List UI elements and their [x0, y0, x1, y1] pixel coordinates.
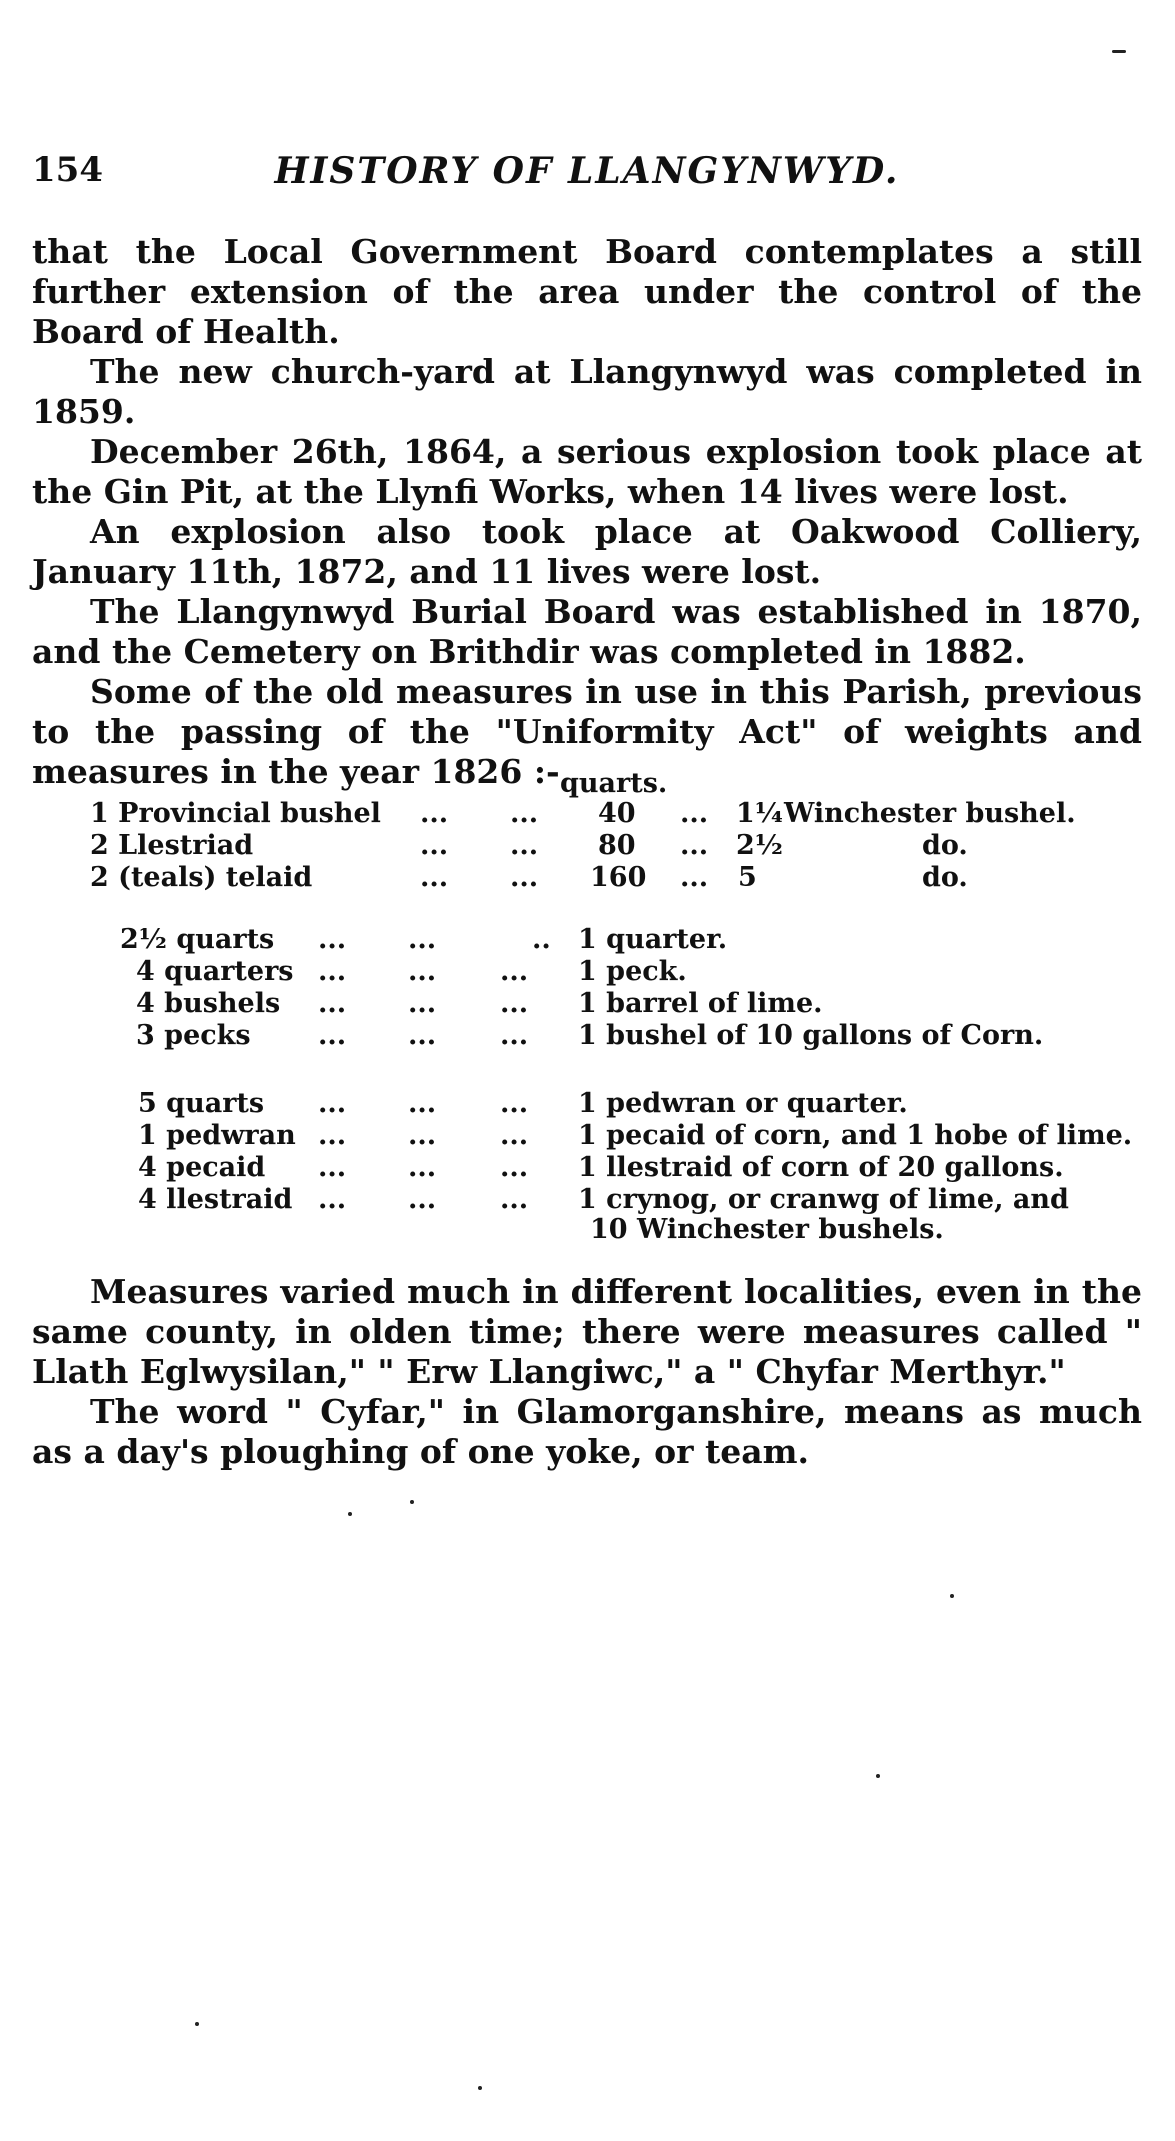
scan-speck — [950, 1594, 954, 1598]
body-text — [32, 232, 1142, 792]
table-row — [32, 924, 1142, 956]
paragraph-continuation: that the Local Government Board contemplates a still further extension of the area under the control of the Board of Health. — [32, 232, 1142, 351]
table-row — [32, 1088, 1142, 1120]
measure-equivalent: do. — [922, 862, 968, 893]
table-row — [32, 798, 1142, 830]
dots: ... — [318, 988, 347, 1019]
measure-equivalent: 1 barrel of lime. — [578, 988, 823, 1019]
table-row — [32, 830, 1142, 862]
dots: ... — [408, 988, 437, 1019]
measure-item: 2 Llestriad — [90, 830, 254, 861]
measure-item: 4 quarters — [136, 956, 294, 987]
dots: ... — [680, 862, 709, 893]
measure-item: 2½ quarts — [120, 924, 275, 955]
measure-equivalent: do. — [922, 830, 968, 861]
page-header — [32, 150, 1142, 200]
dots: ... — [680, 798, 709, 829]
measure-equivalent: Winchester bushel. — [784, 798, 1076, 829]
measure-item: 4 llestraid — [138, 1184, 293, 1215]
table-row — [32, 1152, 1142, 1184]
measure-item: 1 pedwran — [138, 1120, 296, 1151]
dots: ... — [318, 956, 347, 987]
measure-equivalent: 1 crynog, or cranwg of lime, and — [578, 1184, 1069, 1215]
measure-equivalent: 1 pecaid of corn, and 1 hobe of lime. — [578, 1120, 1133, 1151]
dots: ... — [500, 1120, 529, 1151]
ratio-value: 2½ — [736, 830, 783, 861]
dots: ... — [500, 988, 529, 1019]
quarts-value: 160 — [590, 862, 647, 893]
table-row — [32, 956, 1142, 988]
measure-equivalent: 1 quarter. — [578, 924, 728, 955]
dots: ... — [500, 1184, 529, 1215]
paragraph-measures-varied: Measures varied much in different localities, even in the same county, in olden time; there were measures called " Llath Eglwysilan," " Erw Llangiwc," a " Chyfar Merthyr." — [32, 1272, 1142, 1391]
running-title: HISTORY OF LLANGYNWYD. — [274, 150, 900, 192]
dots: ... — [510, 830, 539, 861]
dots: ... — [318, 1120, 347, 1151]
measure-equivalent: 1 llestraid of corn of 20 gallons. — [578, 1152, 1064, 1183]
dots: ... — [318, 924, 347, 955]
measure-item: 5 quarts — [138, 1088, 265, 1119]
measure-item: 4 bushels — [136, 988, 281, 1019]
measure-equivalent: 1 peck. — [578, 956, 687, 987]
scan-speck — [410, 1500, 414, 1504]
table-row — [32, 1184, 1142, 1216]
table-row — [32, 988, 1142, 1020]
dots: ... — [500, 1152, 529, 1183]
quarts-header-row — [32, 768, 1142, 800]
dots: ... — [420, 830, 449, 861]
measure-equivalent: 1 pedwran or quarter. — [578, 1088, 908, 1119]
paragraph-oakwood: An explosion also took place at Oakwood Colliery, January 11th, 1872, and 11 lives were lost. — [32, 512, 1142, 591]
dots: ... — [680, 830, 709, 861]
ratio-value: 5 — [738, 862, 757, 893]
dots: ... — [408, 1152, 437, 1183]
measure-item: 3 pecks — [136, 1020, 251, 1051]
dots: ... — [510, 798, 539, 829]
paragraph-cyfar: The word " Cyfar," in Glamorganshire, means as much as a day's ploughing of one yoke, or team. — [32, 1392, 1142, 1471]
dots: ... — [408, 924, 437, 955]
table-row — [32, 1020, 1142, 1052]
quarts-value: 80 — [598, 830, 636, 861]
dots: .. — [532, 924, 551, 955]
dots: ... — [500, 956, 529, 987]
dots: ... — [420, 798, 449, 829]
scan-speck — [478, 2086, 482, 2090]
dots: ... — [500, 1020, 529, 1051]
measure-item: 4 pecaid — [138, 1152, 266, 1183]
closing-text — [32, 1272, 1142, 1472]
table-row-continuation — [32, 1214, 1142, 1246]
measure-item: 2 (teals) telaid — [90, 862, 313, 893]
dots: ... — [408, 1088, 437, 1119]
dots: ... — [318, 1088, 347, 1119]
page-number: 154 — [32, 150, 103, 190]
dots: ... — [318, 1020, 347, 1051]
measure-equivalent-continued: 10 Winchester bushels. — [590, 1214, 944, 1245]
dots: ... — [500, 1088, 529, 1119]
measure-item: 1 Provincial bushel — [90, 798, 381, 829]
paragraph-churchyard: The new church-yard at Llangynwyd was completed in 1859. — [32, 352, 1142, 431]
table-row — [32, 1120, 1142, 1152]
ratio-value: 1¼ — [736, 798, 783, 829]
paragraph-gin-pit: December 26th, 1864, a serious explosion took place at the Gin Pit, at the Llynfi Works, when 14 lives were lost. — [32, 432, 1142, 511]
scan-speck — [195, 2022, 199, 2026]
dots: ... — [408, 1120, 437, 1151]
dots: ... — [408, 1184, 437, 1215]
scan-speck — [876, 1774, 880, 1778]
quarts-value: 40 — [598, 798, 636, 829]
dots: ... — [408, 1020, 437, 1051]
dots: ... — [408, 956, 437, 987]
paragraph-old-measures: Some of the old measures in use in this Parish, previous to the passing of the "Uniformity Act" of weights and measures in the year 1826 :- — [32, 672, 1142, 791]
dots: ... — [420, 862, 449, 893]
dots: ... — [510, 862, 539, 893]
dots: ... — [318, 1152, 347, 1183]
quarts-header: quarts. — [560, 768, 668, 799]
scan-speck — [1112, 50, 1126, 53]
dots: ... — [318, 1184, 347, 1215]
scan-speck — [348, 1512, 352, 1516]
table-row — [32, 862, 1142, 894]
paragraph-burial-board: The Llangynwyd Burial Board was established in 1870, and the Cemetery on Brithdir was completed in 1882. — [32, 592, 1142, 671]
measure-equivalent: 1 bushel of 10 gallons of Corn. — [578, 1020, 1044, 1051]
